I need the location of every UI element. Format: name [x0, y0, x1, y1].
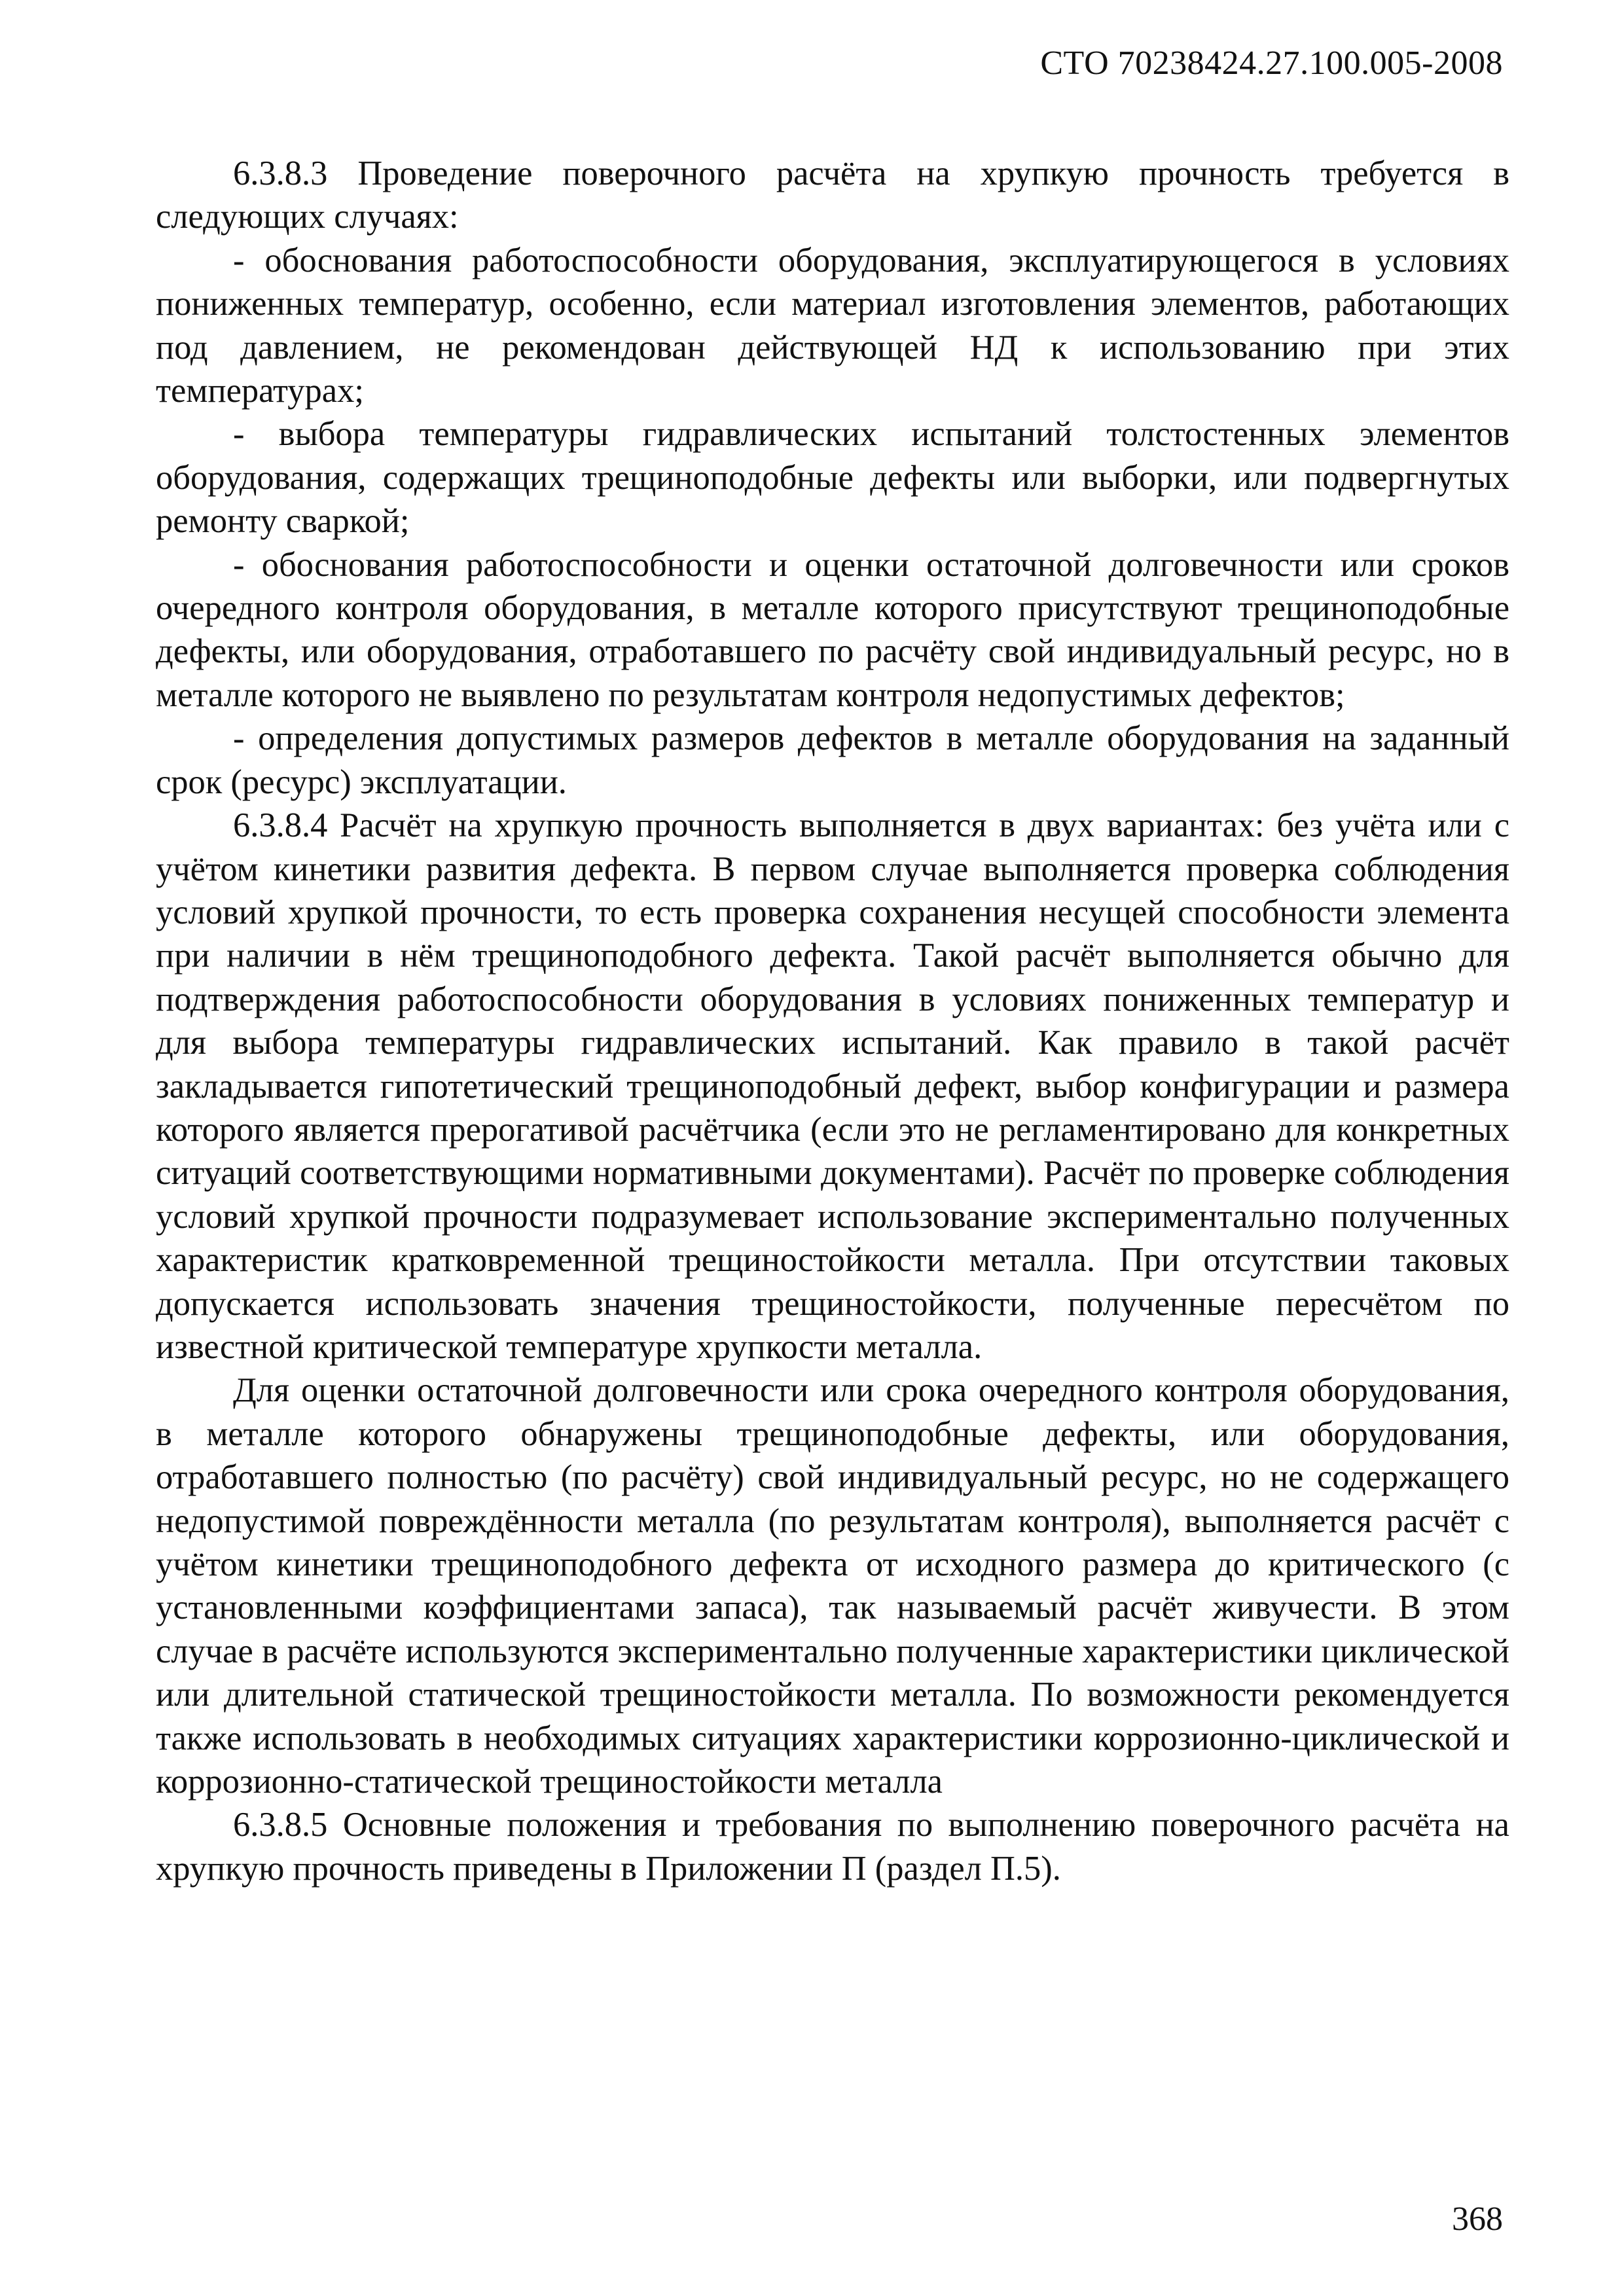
list-item-residual-life: - обоснования работоспособности и оценки остаточной долговечности или сроков очередного контроля оборудования, в металле которого присутствуют трещиноподобные дефекты, или оборудования, отработавшего по расчёту свой индивидуальный ресурс, но в металле которого не выявлено по результатам контроля недопустимых дефектов; [156, 545, 1509, 714]
paragraph-survivability: Для оценки остаточной долговечности или срока очередного контроля оборудования, в металле которого обнаружены трещиноподобные дефекты, или оборудования, отработавшего полностью (по расчёту) свой индивидуальный ресурс, но не содержащего недопустимой повреждённости металла (по результатам контроля), выполняется расчёт с учётом кинетики трещиноподобного дефекта от исходного размера до критического (с установленными коэффициентами запаса), так называемый расчёт живучести. В этом случае в расчёте используются экспериментально полученные характеристики циклической или длительной статической трещиностойкости металла. По возможности рекомендуется также использовать в необходимых ситуациях характеристики коррозионно-циклической и коррозионно-статической трещиностойкости металла [156, 1371, 1509, 1801]
list-item-allowable-defects: - определения допустимых размеров дефектов в металле оборудования на заданный срок (ресурс) эксплуатации. [156, 719, 1509, 801]
document-code-header: СТО 70238424.27.100.005-2008 [1040, 45, 1503, 82]
page-number: 368 [1452, 2200, 1503, 2238]
paragraph-6-3-8-4: 6.3.8.4 Расчёт на хрупкую прочность выполняется в двух вариантах: без учёта или с учётом кинетики развития дефекта. В первом случае выполняется проверка соблюдения условий хрупкой прочности, то есть проверка сохранения несущей способности элемента при наличии в нём трещиноподобного дефекта. Такой расчёт выполняется обычно для подтверждения работоспособности оборудования в условиях пониженных температур и для выбора температуры гидравлических испытаний. Как правило в такой расчёт закладывается гипотетический трещиноподобный дефект, выбор конфигурации и размера которого является прерогативой расчётчика (если это не регламентировано для конкретных ситуаций соответствующими нормативными документами). Расчёт по проверке соблюдения условий хрупкой прочности подразумевает использование экспериментально полученных характеристик кратковременной трещиностойкости металла. При отсутствии таковых допускается использовать значения трещиностойкости, полученные пересчётом по известной критической температуре хрупкости металла. [156, 806, 1509, 1366]
paragraph-6-3-8-5: 6.3.8.5 Основные положения и требования по выполнению поверочного расчёта на хрупкую прочность приведены в Приложении П (раздел П.5). [156, 1806, 1509, 1888]
list-item-hydraulic-tests: - выбора температуры гидравлических испытаний толстостенных элементов оборудования, содержащих трещиноподобные дефекты или выборки, или подвергнутых ремонту сваркой; [156, 415, 1509, 541]
list-item-low-temperature: - обоснования работоспособности оборудования, эксплуатирующегося в условиях пониженных температур, особенно, если материал изготовления элементов, работающих под давлением, не рекомендован действующей НД к использованию при этих температурах; [156, 241, 1509, 410]
document-body [156, 152, 1509, 1890]
paragraph-6-3-8-3: 6.3.8.3 Проведение поверочного расчёта на хрупкую прочность требуется в следующих случаях: [156, 154, 1509, 236]
